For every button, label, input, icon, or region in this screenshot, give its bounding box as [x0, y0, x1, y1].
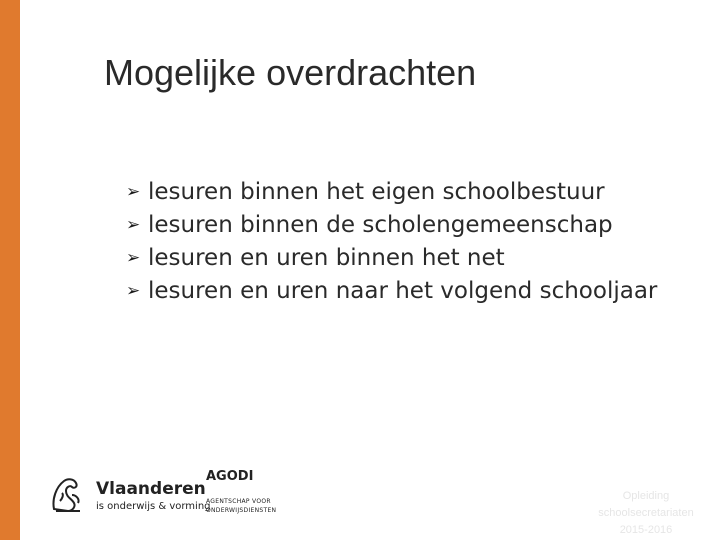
arrow-bullet-icon: ➢: [126, 215, 141, 235]
bullet-text: lesuren en uren naar het volgend schooljaar: [148, 278, 658, 304]
bullet-item: [126, 209, 686, 242]
footer-line: Opleiding: [622, 490, 670, 502]
footer-line: 2015-2016: [619, 524, 673, 536]
footer-line: schoolsecretariaten: [598, 507, 694, 519]
lion-icon: [48, 473, 88, 515]
bullet-item: [126, 242, 686, 275]
accent-bar: [0, 0, 20, 540]
footer-note: [576, 488, 716, 539]
bullet-list: [126, 176, 686, 308]
arrow-bullet-icon: ➢: [126, 182, 141, 202]
slide-title: Mogelijke overdrachten: [104, 52, 477, 93]
bullet-item: [126, 176, 686, 209]
bullet-item: [126, 275, 686, 308]
bullet-text: lesuren binnen de scholengemeenschap: [148, 212, 613, 238]
arrow-bullet-icon: ➢: [126, 281, 141, 301]
bullet-text: lesuren binnen het eigen schoolbestuur: [148, 179, 605, 205]
vlaanderen-logo-text: Vlaanderen: [96, 479, 206, 499]
arrow-bullet-icon: ➢: [126, 248, 141, 268]
agodi-logo-subtitle: AGENTSCHAP VOOR ONDERWIJSDIENSTEN: [206, 498, 277, 514]
agodi-logo-text: AGODI: [206, 469, 254, 484]
vlaanderen-logo-subtitle: is onderwijs & vorming: [96, 501, 211, 512]
bullet-text: lesuren en uren binnen het net: [148, 245, 505, 271]
